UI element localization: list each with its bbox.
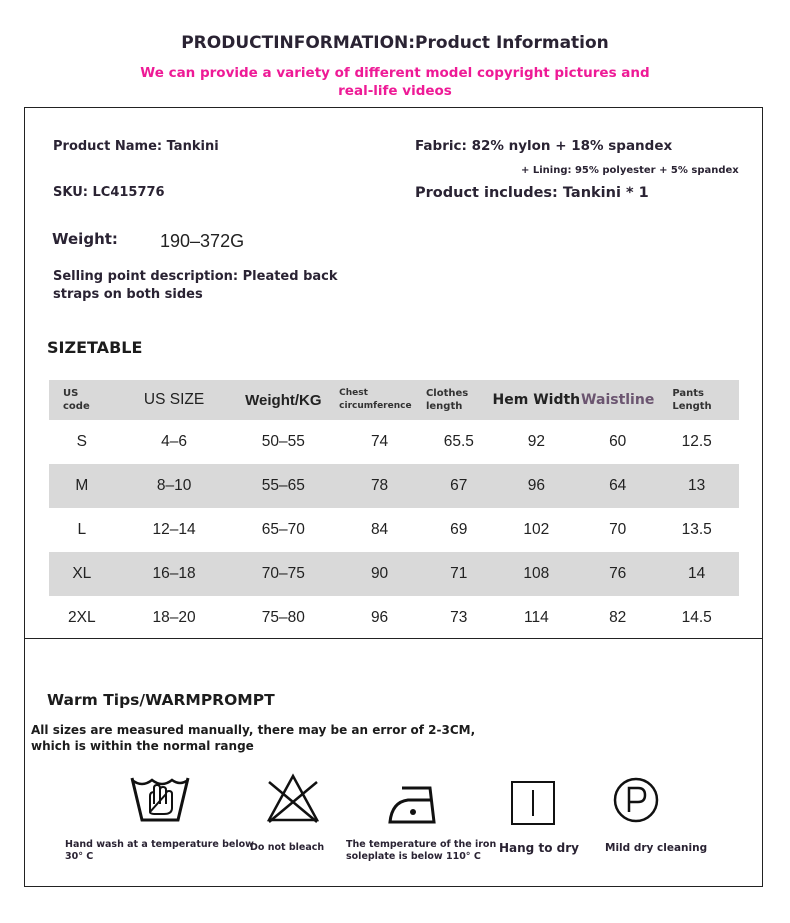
header-us-code: US code <box>49 380 115 420</box>
table-cell: 73 <box>450 609 468 626</box>
care-label-hand-wash: Hand wash at a temperature below 30° C <box>65 839 254 862</box>
table-cell: 69 <box>450 521 468 538</box>
table-cell: 65.5 <box>443 433 474 450</box>
table-cell: L <box>77 521 87 538</box>
tips-line-2: which is within the normal range <box>31 739 254 753</box>
care-label-dry-clean: Mild dry cleaning <box>605 842 708 854</box>
table-cell: 13.5 <box>681 521 712 538</box>
table-cell: 84 <box>370 521 389 538</box>
table-cell: 50–55 <box>261 433 305 450</box>
table-row <box>49 596 739 640</box>
hand-wash-icon <box>128 774 192 826</box>
weight-value: 190–372G <box>160 231 245 251</box>
table-cell: 70–75 <box>261 565 305 582</box>
selling-point <box>53 268 338 304</box>
no-bleach-icon <box>265 772 321 826</box>
table-row <box>49 420 739 464</box>
table-cell: 12–14 <box>152 521 196 538</box>
lining: + Lining: 95% polyester + 5% spandex <box>521 165 739 176</box>
header-waistline: Waistline <box>581 380 654 420</box>
table-cell: 12.5 <box>681 433 712 450</box>
table-row <box>49 508 739 552</box>
header-us-size: US SIZE <box>115 380 234 420</box>
tips-text <box>31 722 475 754</box>
table-cell: 70 <box>609 521 627 538</box>
table-cell: 2XL <box>68 609 96 626</box>
table-cell: 67 <box>450 477 468 494</box>
table-cell: 114 <box>523 609 549 626</box>
table-cell: 96 <box>370 609 389 626</box>
subtitle-line-2: real-life videos <box>338 83 452 99</box>
care-label-iron: The temperature of the iron soleplate is below 110° C <box>346 839 497 862</box>
size-table-title: SIZETABLE <box>47 338 143 357</box>
tips-line-1: All sizes are measured manually, there may be an error of 2-3CM, <box>31 723 476 737</box>
care-label-hang-dry: Hang to dry <box>499 841 579 855</box>
page-subtitle <box>120 64 670 100</box>
table-cell: XL <box>72 565 92 582</box>
table-cell: 4–6 <box>161 433 188 450</box>
product-includes: Product includes: Tankini * 1 <box>415 185 649 201</box>
table-cell: 92 <box>527 433 545 450</box>
table-row <box>49 552 739 596</box>
table-cell: 82 <box>609 609 627 626</box>
selling-point-line-1: Selling point description: Pleated back <box>53 269 338 284</box>
table-cell: 75–80 <box>261 609 305 626</box>
table-header-row <box>49 380 739 420</box>
header-clothes-length: Clothes length <box>426 380 492 420</box>
weight-label: Weight: <box>52 230 118 248</box>
product-sku: SKU: LC415776 <box>53 185 165 200</box>
table-cell: 65–70 <box>261 521 305 538</box>
table-cell: 96 <box>527 477 545 494</box>
tips-title: Warm Tips/WARMPROMPT <box>47 691 275 709</box>
table-cell: 60 <box>609 433 627 450</box>
table-cell: 76 <box>609 565 627 582</box>
header-chest: Chest circumference <box>333 380 426 420</box>
table-row <box>49 464 739 508</box>
table-cell: 74 <box>370 433 389 450</box>
page-title: PRODUCTINFORMATION:Product Information <box>181 33 609 53</box>
header-pants-length: Pants Length <box>654 380 739 420</box>
table-cell: 8–10 <box>156 477 192 494</box>
size-table <box>49 380 739 640</box>
table-cell: 90 <box>370 565 389 582</box>
table-cell: S <box>76 433 87 450</box>
table-cell: 108 <box>523 565 550 582</box>
iron-icon <box>386 782 442 826</box>
table-cell: 18–20 <box>152 609 196 626</box>
subtitle-line-1: We can provide a variety of different model copyright pictures and <box>140 65 650 81</box>
table-cell: 64 <box>609 477 627 494</box>
table-cell: 16–18 <box>152 565 196 582</box>
table-cell: 78 <box>370 477 389 494</box>
hang-dry-icon <box>510 780 556 826</box>
header-weight: Weight/KG <box>234 380 334 420</box>
care-label-no-bleach: Do not bleach <box>250 842 325 853</box>
table-cell: 14.5 <box>681 609 712 626</box>
table-cell: 55–65 <box>261 477 305 494</box>
dry-clean-icon <box>612 776 660 824</box>
table-cell: M <box>75 477 89 494</box>
fabric: Fabric: 82% nylon + 18% spandex <box>415 138 673 154</box>
table-cell: 102 <box>523 521 550 538</box>
table-cell: 13 <box>688 477 706 494</box>
table-cell: 71 <box>450 565 468 582</box>
product-name: Product Name: Tankini <box>53 139 219 154</box>
header-hem-width: Hem Width <box>492 380 581 420</box>
selling-point-line-2: straps on both sides <box>53 287 203 302</box>
table-cell: 14 <box>688 565 706 582</box>
